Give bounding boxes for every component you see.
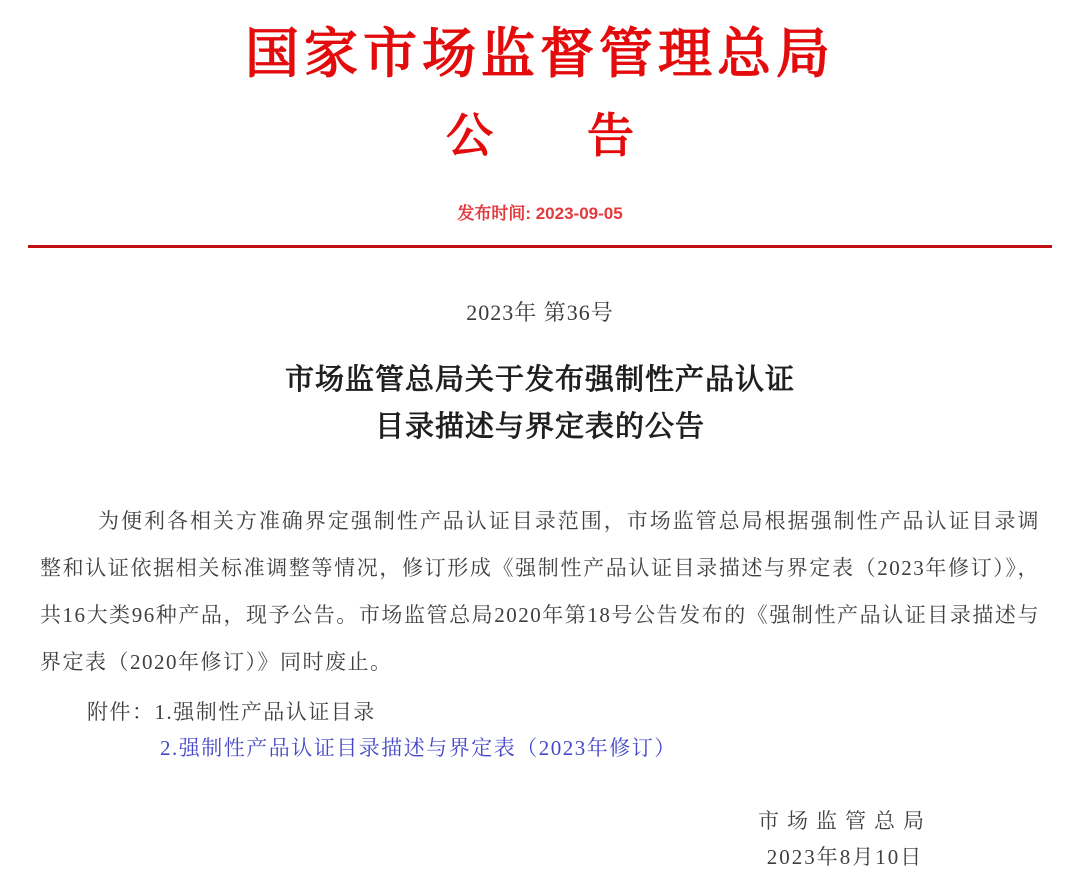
- signature-inner: [758, 807, 932, 871]
- attachment-item-2-link[interactable]: 2.强制性产品认证目录描述与界定表（2023年修订）: [160, 736, 677, 760]
- signer-name: 市场监管总局: [758, 809, 932, 833]
- red-divider: [28, 245, 1052, 248]
- doc-number: 2023年 第36号: [466, 300, 614, 325]
- doc-heading-line-2: 目录描述与界定表的公告: [374, 411, 705, 443]
- signature-block: [0, 807, 1080, 871]
- publish-time: 发布时间: 2023-09-05: [457, 204, 623, 223]
- signature-date: 2023年8月10日: [766, 845, 924, 869]
- attachment-item-1: 1.强制性产品认证目录: [154, 700, 376, 724]
- attachment-row-1: [0, 698, 1080, 726]
- doc-heading: [0, 357, 1080, 451]
- attachments-label: 附件：: [87, 700, 155, 724]
- org-title: 国家市场监督管理总局: [245, 24, 835, 84]
- attachment-row-2: [0, 734, 1080, 762]
- attachments-section: [0, 698, 1080, 762]
- body-paragraph: 为便利各相关方准确界定强制性产品认证目录范围，市场监管总局根据强制性产品认证目录调整和认证依据相关标准调整等情况，修订形成《强制性产品认证目录描述与界定表（2023年修订）》，共16大类96种产品，现予公告。市场监管总局2020年第18号公告发布的《强制性产品认证目录描述与界定表（2020年修订）》同时废止。: [40, 509, 1040, 674]
- doc-heading-line-1: 市场监管总局关于发布强制性产品认证: [284, 364, 795, 396]
- announcement-title: 公 告: [446, 111, 634, 163]
